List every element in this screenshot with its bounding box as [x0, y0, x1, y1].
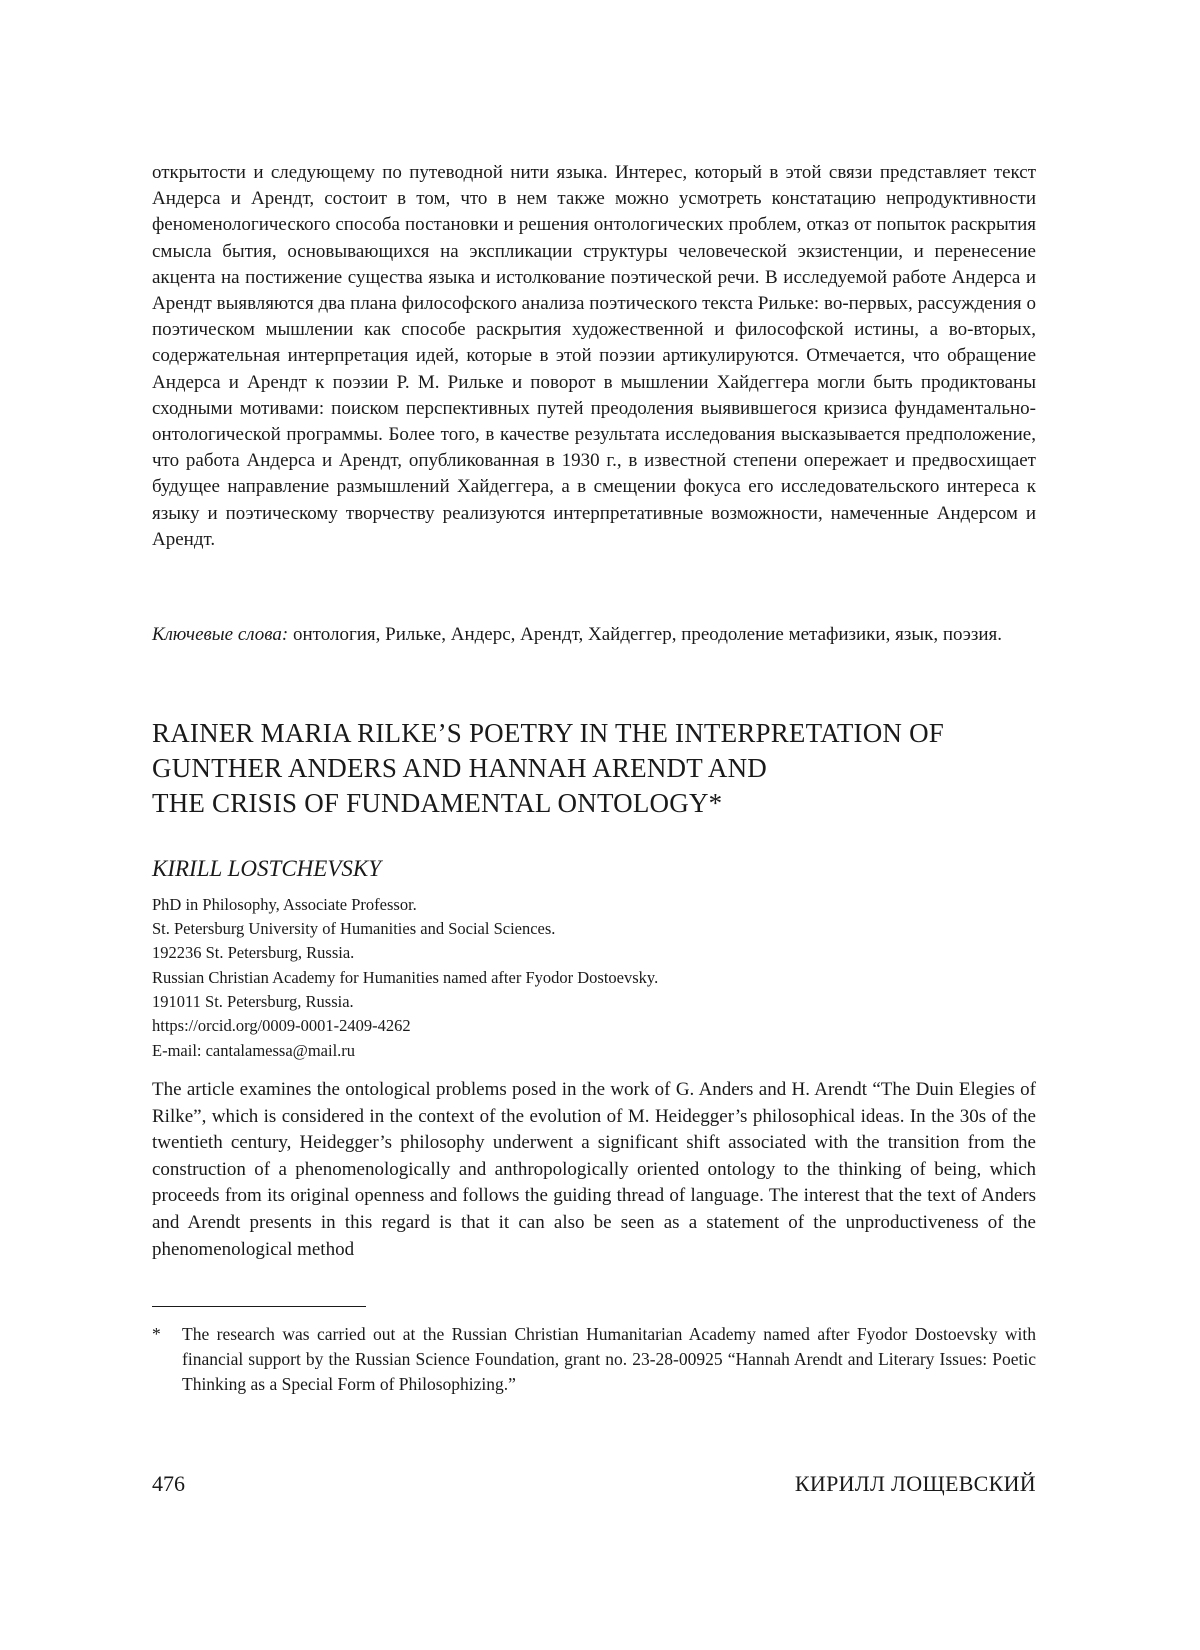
title-line: RAINER MARIA RILKE’S POETRY IN THE INTERPRETATION OF	[152, 718, 944, 748]
keywords-list: онтология, Рильке, Андерс, Арендт, Хайдеггер, преодоление метафизики, язык, поэзия.	[288, 624, 1003, 645]
affiliation-line: 192236 St. Petersburg, Russia.	[152, 943, 355, 963]
running-head: КИРИЛЛ ЛОЩЕВСКИЙ	[794, 1471, 1036, 1496]
author-name: KIRILL LOSTCHEVSKY	[152, 856, 382, 881]
title-line: THE CRISIS OF FUNDAMENTAL ONTOLOGY*	[152, 788, 723, 818]
keywords-label: Ключевые слова:	[152, 624, 289, 645]
affiliation-line: Russian Christian Academy for Humanities named after Fyodor Dostoevsky.	[152, 967, 659, 987]
article-title	[152, 716, 1036, 821]
english-abstract: The article examines the ontological problems posed in the work of G. Anders and H. Arendt “The Duin Elegies of Rilke”, which is considered in the context of the evolution of M. Heidegger’s philosophical ideas. In the 30s of the twentieth century, Heidegger’s philosophy underwent a significant shift associated with the transition from the construction of a phenomenologically and anthropologically oriented ontology to the thinking of being, which proceeds from its original openness and follows the guiding thread of language. The interest that the text of Anders and Arendt presents in this regard is that it can also be seen as a statement of the unproductiveness of the phenomenological method	[152, 1079, 1036, 1260]
author-email[interactable]: E-mail: cantalamessa@mail.ru	[152, 1041, 356, 1060]
title-line: GUNTHER ANDERS AND HANNAH ARENDT AND	[152, 753, 767, 783]
affiliation-line: St. Petersburg University of Humanities and Social Sciences.	[152, 919, 556, 939]
affiliation-line: PhD in Philosophy, Associate Professor.	[152, 895, 417, 914]
footnote	[152, 1322, 1036, 1397]
footnote-text: The research was carried out at the Russian Christian Humanitarian Academy named after Fyodor Dostoevsky with financial support by the Russian Science Foundation, grant no. 23-28-00925 “Hannah Arendt and Literary Issues: Poetic Thinking as a Special Form of Philosophizing.”	[182, 1324, 1036, 1394]
footnote-divider	[152, 1306, 366, 1307]
affiliation-line: 191011 St. Petersburg, Russia.	[152, 991, 354, 1011]
page-number: 476	[152, 1471, 185, 1496]
orcid-link[interactable]: https://orcid.org/0009-0001-2409-4262	[152, 1016, 411, 1036]
russian-abstract: открытости и следующему по путеводной нити языка. Интерес, который в этой связи представляет текст Андерса и Арендт, состоит в том, что в нем также можно усмотреть констатацию непродуктивности феноменологического способа постановки и решения онтологических проблем, отказ от попыток раскрытия смысла бытия, основывающихся на экспликации структуры человеческой экзистенции, и перенесение акцента на постижение существа языка и истолкование поэтической речи. В исследуемой работе Андерса и Арендт выявляются два плана философского анализа поэтического текста Рильке: во-первых, рассуждения о поэтическом мышлении как способе раскрытия художественной и философской истины, а во-вторых, содержательная интерпретация идей, которые в этой поэзии артикулируются. Отмечается, что обращение Андерса и Арендт к поэзии Р. М. Рильке и поворот в мышлении Хайдеггера могли быть продиктованы сходными мотивами: поиском перспективных путей преодоления выявившегося кризиса фундаментально-онтологической программы. Более того, в качестве результата исследования высказывается предположение, что работа Андерса и Арендт, опубликованная в 1930 г., в известной степени опережает и предвосхищает будущее направление размышлений Хайдеггера, а в смещении фокуса его исследовательского интереса к языку и поэтическому творчеству реализуются интерпретативные возможности, намеченные Андерсом и Арендт.	[152, 162, 1036, 550]
footnote-mark: *	[152, 1324, 161, 1344]
russian-keywords	[152, 622, 1036, 648]
author-affiliation	[152, 893, 1036, 1038]
